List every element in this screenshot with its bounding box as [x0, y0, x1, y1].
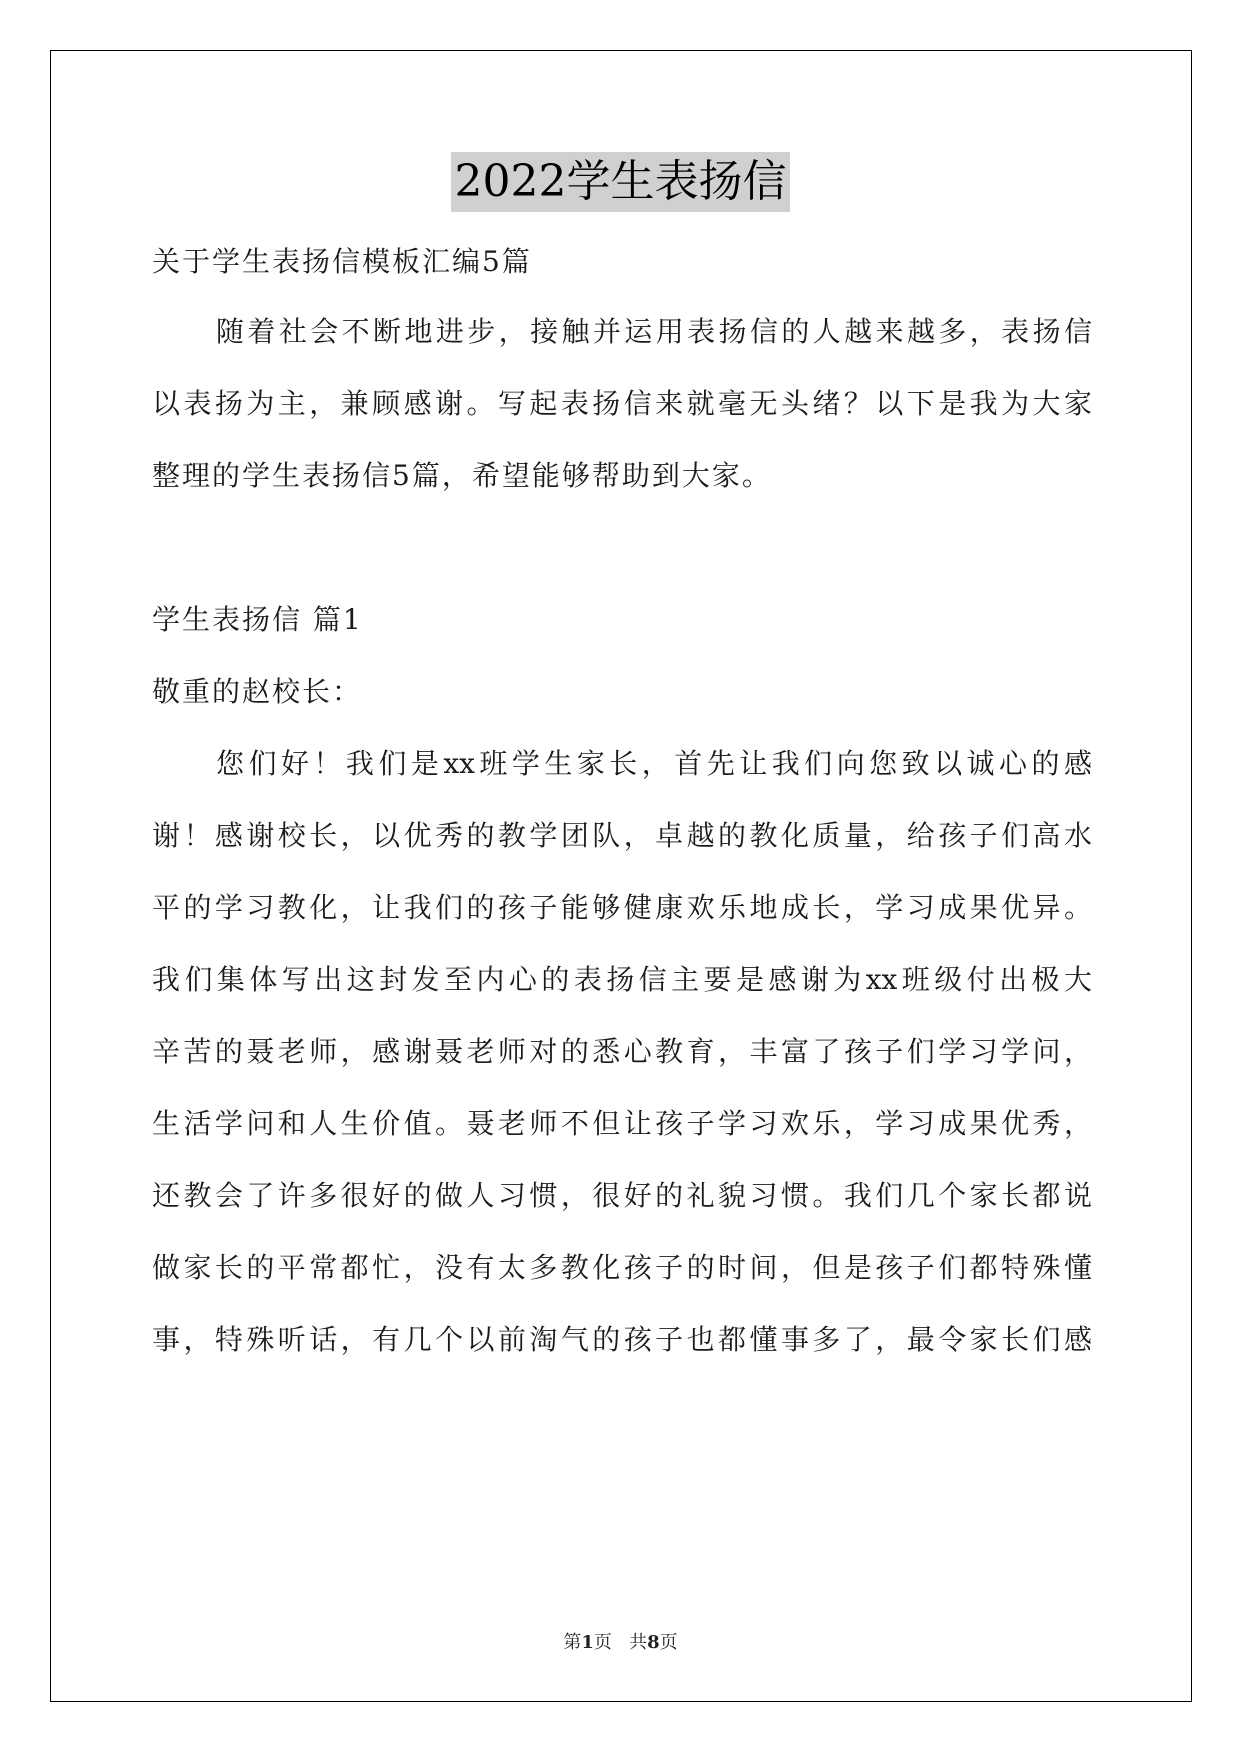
subtitle-line: 关于学生表扬信模板汇编5篇	[152, 245, 532, 278]
section-heading: 学生表扬信 篇1	[152, 603, 363, 636]
paragraph-line: 辛苦的聂老师，感谢聂老师对的悉心教育，丰富了孩子们学习学问，	[152, 1035, 1092, 1068]
footer-prefix: 第	[563, 1632, 582, 1653]
footer-total-unit: 页	[659, 1632, 678, 1653]
footer-page-number: 1	[581, 1632, 594, 1653]
paragraph-line: 生活学问和人生价值。聂老师不但让孩子学习欢乐，学习成果优秀，	[152, 1107, 1092, 1140]
paragraph-line: 谢！感谢校长，以优秀的教学团队，卓越的教化质量，给孩子们高水	[152, 819, 1092, 852]
paragraph-line: 我们集体写出这封发至内心的表扬信主要是感谢为xx班级付出极大	[152, 963, 1092, 996]
paragraph-line: 平的学习教化，让我们的孩子能够健康欢乐地成长，学习成果优异。	[152, 891, 1092, 924]
title-wrap	[0, 152, 1241, 212]
page-footer	[0, 1628, 1241, 1654]
paragraph-line: 以表扬为主，兼顾感谢。写起表扬信来就毫无头绪？以下是我为大家	[152, 387, 1092, 420]
footer-total-pages: 8	[647, 1632, 660, 1653]
page-border	[50, 50, 1192, 1702]
paragraph-line: 做家长的平常都忙，没有太多教化孩子的时间，但是孩子们都特殊懂	[152, 1251, 1092, 1284]
footer-total-prefix: 共	[629, 1632, 648, 1653]
paragraph-line: 随着社会不断地进步，接触并运用表扬信的人越来越多，表扬信	[216, 315, 1092, 348]
paragraph-line: 事，特殊听话，有几个以前淘气的孩子也都懂事多了，最令家长们感	[152, 1323, 1092, 1356]
paragraph-line: 整理的学生表扬信5篇，希望能够帮助到大家。	[152, 459, 772, 492]
paragraph-line: 您们好！我们是xx班学生家长，首先让我们向您致以诚心的感	[216, 747, 1092, 780]
paragraph-line: 还教会了许多很好的做人习惯，很好的礼貌习惯。我们几个家长都说	[152, 1179, 1092, 1212]
document-title: 2022学生表扬信	[451, 152, 791, 212]
footer-page-unit: 页	[593, 1632, 612, 1653]
salutation: 敬重的赵校长：	[152, 675, 363, 708]
